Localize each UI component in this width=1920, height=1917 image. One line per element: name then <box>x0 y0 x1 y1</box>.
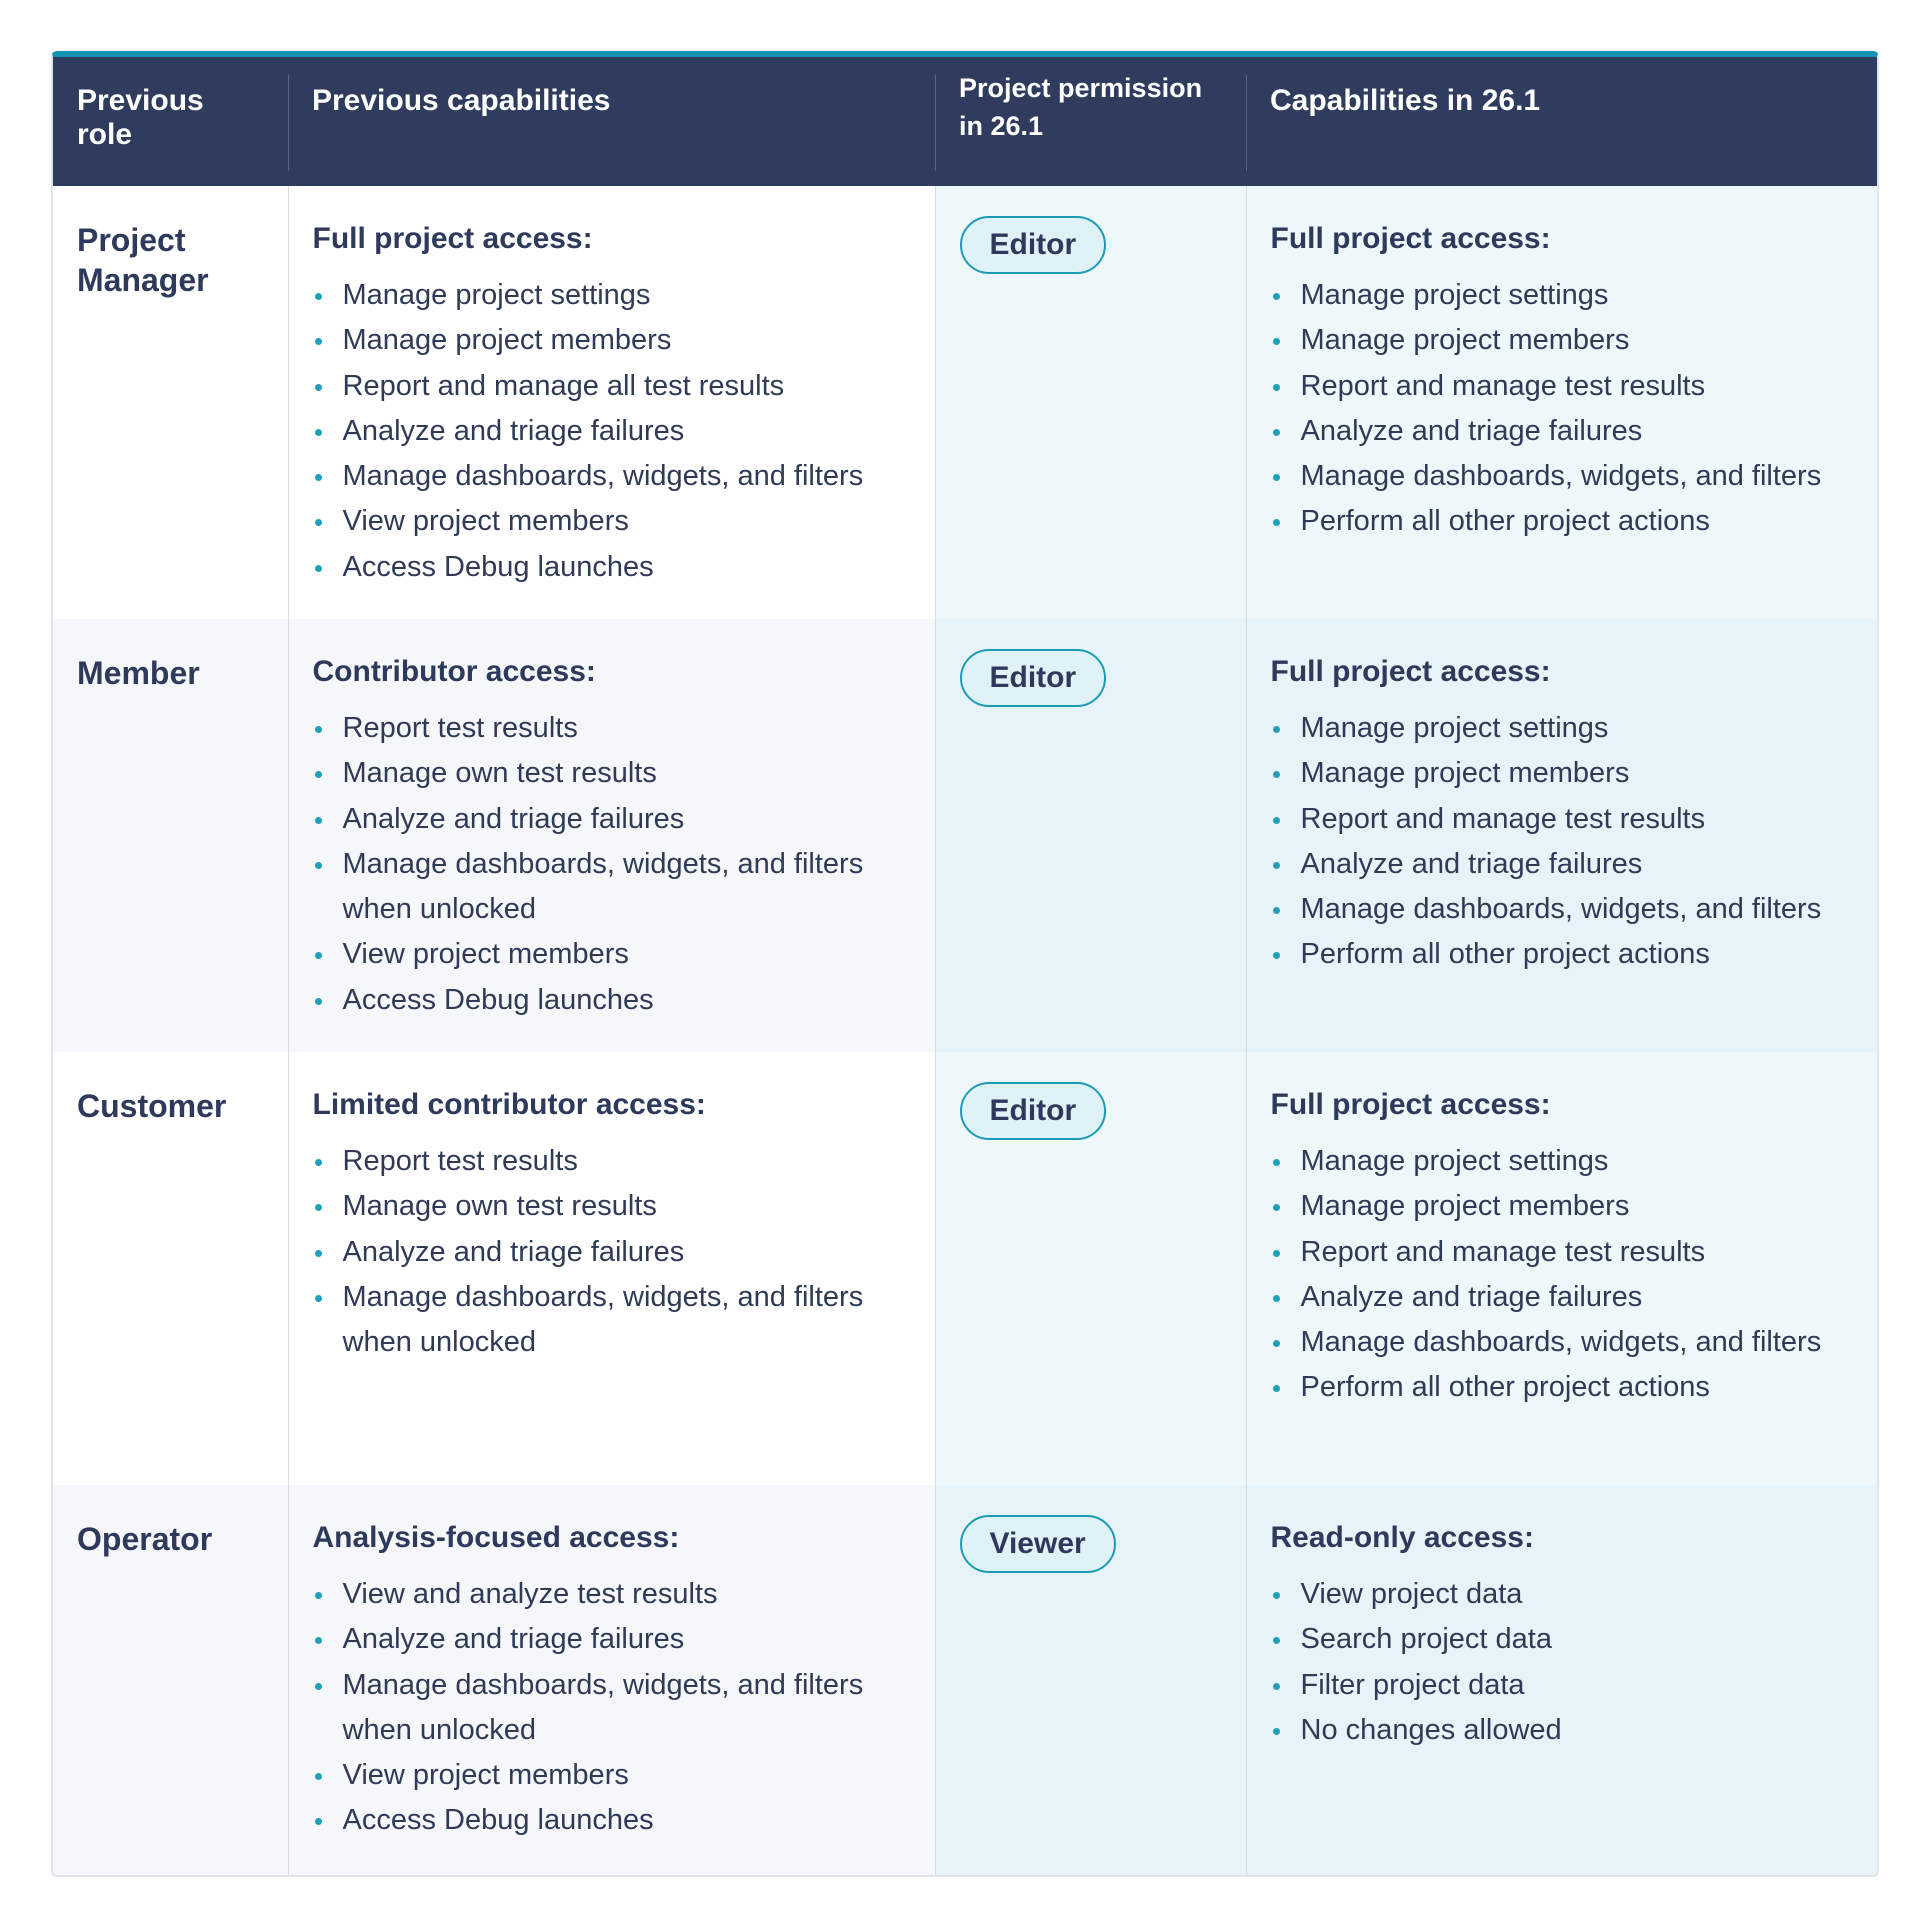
list-item: View project members <box>313 1753 911 1798</box>
list-item: View and analyze test results <box>313 1572 911 1617</box>
header-capabilities-new: Capabilities in 26.1 <box>1246 57 1877 186</box>
list-item: Report test results <box>313 706 911 751</box>
list-item: Manage dashboards, widgets, and filters <box>1271 454 1854 499</box>
new-capabilities-title: Read-only access: <box>1270 1521 1534 1554</box>
previous-capabilities-cell <box>288 1485 935 1875</box>
role-cell <box>53 1485 288 1875</box>
list-item: Analyze and triage failures <box>313 409 911 454</box>
new-capabilities-list <box>1271 706 1854 978</box>
header-row <box>53 57 1877 186</box>
table-header <box>53 57 1877 186</box>
list-item: Analyze and triage failures <box>313 1230 911 1275</box>
previous-capabilities-cell <box>288 1052 935 1485</box>
permission-badge: Editor <box>960 1082 1107 1140</box>
list-item: Manage project settings <box>1271 706 1854 751</box>
previous-capabilities-title: Contributor access: <box>312 655 596 688</box>
list-item: View project members <box>313 499 911 544</box>
table-body <box>53 186 1877 1875</box>
list-item: Manage project settings <box>313 273 911 318</box>
permission-cell <box>935 186 1246 619</box>
role-cell <box>53 186 288 619</box>
list-item: Manage dashboards, widgets, and filters <box>313 454 911 499</box>
previous-capabilities-list <box>313 706 911 1023</box>
header-previous-capabilities: Previous capabilities <box>288 57 935 186</box>
list-item: View project members <box>313 932 911 977</box>
list-item: Manage dashboards, widgets, and filters when unlocked <box>313 842 911 933</box>
list-item: Perform all other project actions <box>1271 932 1854 977</box>
list-item: Report and manage test results <box>1271 797 1854 842</box>
list-item: Manage dashboards, widgets, and filters <box>1271 1320 1854 1365</box>
list-item: Analyze and triage failures <box>1271 409 1854 454</box>
list-item: Manage project members <box>313 318 911 363</box>
previous-capabilities-cell <box>288 186 935 619</box>
list-item: Perform all other project actions <box>1271 499 1854 544</box>
permission-badge: Editor <box>960 216 1107 274</box>
permission-cell <box>935 1052 1246 1485</box>
list-item: Manage dashboards, widgets, and filters when unlocked <box>313 1275 911 1366</box>
header-project-permission <box>935 57 1246 186</box>
list-item: Manage dashboards, widgets, and filters when unlocked <box>313 1663 911 1754</box>
table-row <box>53 1485 1877 1875</box>
role-name: Customer <box>77 1088 227 1124</box>
list-item: Perform all other project actions <box>1271 1365 1854 1410</box>
new-capabilities-cell <box>1246 1485 1877 1875</box>
list-item: Access Debug launches <box>313 978 911 1023</box>
table-row <box>53 1052 1877 1485</box>
previous-capabilities-list <box>313 1572 911 1844</box>
new-capabilities-title: Full project access: <box>1270 1088 1551 1121</box>
previous-capabilities-title: Analysis-focused access: <box>312 1521 680 1554</box>
previous-capabilities-list <box>313 1139 911 1365</box>
list-item: Report test results <box>313 1139 911 1184</box>
list-item: Search project data <box>1271 1617 1854 1662</box>
table-row <box>53 186 1877 619</box>
role-name: Operator <box>77 1521 213 1557</box>
list-item: Report and manage test results <box>1271 1230 1854 1275</box>
header-project-permission-line2: in 26.1 <box>959 111 1044 141</box>
role-mapping-grid <box>53 57 1877 1875</box>
new-capabilities-cell <box>1246 1052 1877 1485</box>
list-item: Manage project members <box>1271 751 1854 796</box>
previous-capabilities-title: Full project access: <box>312 222 593 255</box>
table-row <box>53 619 1877 1052</box>
new-capabilities-cell <box>1246 619 1877 1052</box>
list-item: View project data <box>1271 1572 1854 1617</box>
list-item: Manage project settings <box>1271 1139 1854 1184</box>
new-capabilities-list <box>1271 1139 1854 1411</box>
previous-capabilities-list <box>313 273 911 590</box>
new-capabilities-list <box>1271 1572 1854 1753</box>
role-name: Project Manager <box>77 222 209 298</box>
role-cell <box>53 619 288 1052</box>
list-item: Analyze and triage failures <box>1271 1275 1854 1320</box>
list-item: Analyze and triage failures <box>313 797 911 842</box>
new-capabilities-title: Full project access: <box>1270 222 1551 255</box>
new-capabilities-cell <box>1246 186 1877 619</box>
list-item: Manage dashboards, widgets, and filters <box>1271 887 1854 932</box>
new-capabilities-list <box>1271 273 1854 545</box>
list-item: Report and manage all test results <box>313 364 911 409</box>
list-item: Manage project members <box>1271 1184 1854 1229</box>
new-capabilities-title: Full project access: <box>1270 655 1551 688</box>
role-mapping-table <box>51 51 1879 1877</box>
list-item: No changes allowed <box>1271 1708 1854 1753</box>
role-name: Member <box>77 655 200 691</box>
list-item: Filter project data <box>1271 1663 1854 1708</box>
header-project-permission-line1: Project permission <box>959 73 1203 103</box>
list-item: Analyze and triage failures <box>313 1617 911 1662</box>
permission-badge: Viewer <box>960 1515 1116 1573</box>
list-item: Access Debug launches <box>313 545 911 590</box>
permission-cell <box>935 619 1246 1052</box>
list-item: Analyze and triage failures <box>1271 842 1854 887</box>
list-item: Access Debug launches <box>313 1798 911 1843</box>
list-item: Manage own test results <box>313 1184 911 1229</box>
previous-capabilities-title: Limited contributor access: <box>312 1088 706 1121</box>
list-item: Manage project settings <box>1271 273 1854 318</box>
list-item: Manage project members <box>1271 318 1854 363</box>
list-item: Manage own test results <box>313 751 911 796</box>
header-previous-role: Previous role <box>53 57 288 186</box>
permission-badge: Editor <box>960 649 1107 707</box>
permission-cell <box>935 1485 1246 1875</box>
role-cell <box>53 1052 288 1485</box>
list-item: Report and manage test results <box>1271 364 1854 409</box>
previous-capabilities-cell <box>288 619 935 1052</box>
